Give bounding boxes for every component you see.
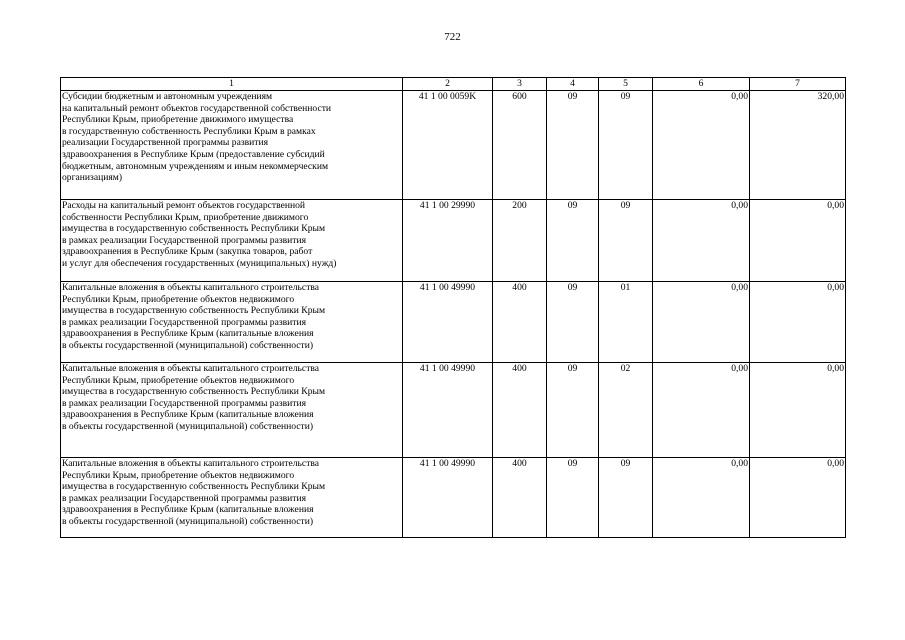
page-number: 722 [444, 31, 461, 43]
row-section: 09 [547, 282, 599, 363]
table-row [61, 91, 846, 200]
row-amount-col7: 0,00 [750, 282, 846, 363]
column-header-4: 4 [547, 78, 599, 91]
row-description: Капитальные вложения в объекты капитального строительства Республики Крым, приобретение объектов недвижимого имущества в государственную собственность Республики Крым в рамках реализации Государственной программы развития здравоохранения в Республике Крым (капитальные вложения в объекты государственной (муниципальной) собственности) [61, 458, 403, 538]
row-section: 09 [547, 363, 599, 458]
row-target-code: 41 1 00 29990 [403, 200, 493, 282]
row-amount-col7: 0,00 [750, 363, 846, 458]
column-header-3: 3 [493, 78, 547, 91]
row-amount-col7: 0,00 [750, 200, 846, 282]
row-expense-type: 400 [493, 458, 547, 538]
column-header-7: 7 [750, 78, 846, 91]
row-amount-col6: 0,00 [653, 91, 750, 200]
row-amount-col6: 0,00 [653, 458, 750, 538]
row-expense-type: 400 [493, 363, 547, 458]
row-amount-col7: 0,00 [750, 458, 846, 538]
row-description: Субсидии бюджетным и автономным учреждениям на капитальный ремонт объектов государственной собственности Республики Крым, приобретение движимого имущества в государственную собственность Республики Крым в рамках реализации Государственной программы развития здравоохранения в Республике Крым (предоставление субсидий бюджетным, автономным учреждениям и иным некоммерческим организациям) [61, 91, 403, 200]
row-expense-type: 600 [493, 91, 547, 200]
row-amount-col6: 0,00 [653, 200, 750, 282]
row-amount-col6: 0,00 [653, 363, 750, 458]
row-subsection: 02 [599, 363, 653, 458]
table-header [61, 78, 846, 91]
column-header-5: 5 [599, 78, 653, 91]
row-description: Капитальные вложения в объекты капитального строительства Республики Крым, приобретение объектов недвижимого имущества в государственную собственность Республики Крым в рамках реализации Государственной программы развития здравоохранения в Республике Крым (капитальные вложения в объекты государственной (муниципальной) собственности) [61, 363, 403, 458]
row-section: 09 [547, 91, 599, 200]
row-amount-col6: 0,00 [653, 282, 750, 363]
row-subsection: 09 [599, 200, 653, 282]
table-row [61, 200, 846, 282]
row-target-code: 41 1 00 49990 [403, 363, 493, 458]
row-section: 09 [547, 200, 599, 282]
table-row [61, 282, 846, 363]
row-target-code: 41 1 00 49990 [403, 458, 493, 538]
table-row [61, 458, 846, 538]
column-header-2: 2 [403, 78, 493, 91]
row-target-code: 41 1 00 49990 [403, 282, 493, 363]
row-amount-col7: 320,00 [750, 91, 846, 200]
row-target-code: 41 1 00 0059K [403, 91, 493, 200]
budget-table [60, 77, 846, 538]
header-row [61, 78, 846, 91]
row-section: 09 [547, 458, 599, 538]
row-subsection: 01 [599, 282, 653, 363]
table-body [61, 91, 846, 538]
row-description: Капитальные вложения в объекты капитального строительства Республики Крым, приобретение объектов недвижимого имущества в государственную собственность Республики Крым в рамках реализации Государственной программы развития здравоохранения в Республике Крым (капитальные вложения в объекты государственной (муниципальной) собственности) [61, 282, 403, 363]
column-header-1: 1 [61, 78, 403, 91]
row-expense-type: 200 [493, 200, 547, 282]
column-header-6: 6 [653, 78, 750, 91]
row-subsection: 09 [599, 91, 653, 200]
row-expense-type: 400 [493, 282, 547, 363]
row-description: Расходы на капитальный ремонт объектов государственной собственности Республики Крым, приобретение движимого имущества в государственную собственность Республики Крым в рамках реализации Государственной программы развития здравоохранения в Республике Крым (закупка товаров, работ и услуг для обеспечения государственных (муниципальных) нужд) [61, 200, 403, 282]
row-subsection: 09 [599, 458, 653, 538]
table-row [61, 363, 846, 458]
